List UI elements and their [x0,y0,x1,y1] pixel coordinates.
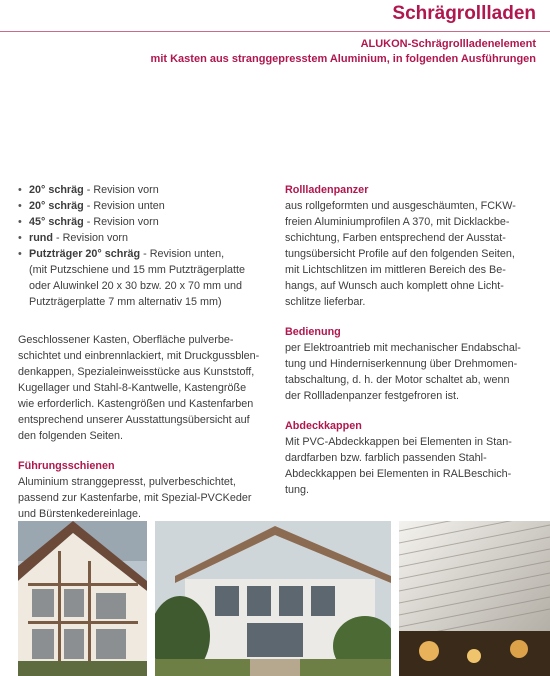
text-line: schichtung, Farben entsprechend der Ausstat- [285,232,506,244]
section-heading-abdeckkappen: Abdeckkappen [285,420,362,432]
text-line: den folgenden Seiten. [18,430,124,442]
subtitle-line-1: ALUKON-Schrägrollladenelement [360,38,536,50]
variant-list [18,182,270,310]
section-heading-bedienung: Bedienung [285,326,341,338]
text-line: tung und Hinderniserkennung über Drehmomen- [285,358,518,370]
text-line: Kugellager und Stahl-8-Kantwelle, Kastengröße [18,382,247,394]
bedienung-text [285,340,537,404]
housing-description [18,332,270,444]
section-heading-fuehrungsschienen: Führungsschienen [18,460,115,472]
text-line: denkappen, Spezialeinweisstücke aus Kunststoff, [18,366,255,378]
text-line: per Elektroantrieb mit mechanischer Endabschal- [285,342,521,354]
variant-detail: - Revision unten [83,200,165,212]
right-column [285,182,537,498]
text-line: Geschlossener Kasten, Oberfläche pulverbe- [18,334,234,346]
variant-name: 20° schräg [29,200,84,212]
text-line: aus rollgeformten und ausgeschäumten, FCKW- [285,200,516,212]
text-line: Mit PVC-Abdeckkappen bei Elementen in Stan- [285,436,512,448]
section-heading-rollladenpanzer: Rollladenpanzer [285,184,369,196]
text-line: tung. [285,484,310,496]
text-line: entsprechend unserer Ausstattungsübersicht auf [18,414,250,426]
variant-note-line: Putzträgerplatte 7 mm alternativ 15 mm) [29,296,222,308]
page-title: Schrägrollladen [392,3,536,24]
variant-detail: - Revision vorn [83,184,159,196]
fuehrungsschienen-text [18,474,270,522]
variant-detail: - Revision unten, [140,248,225,260]
title-divider [0,31,550,32]
variant-name: rund [29,232,53,244]
list-item [18,214,270,230]
text-line: passend zur Kastenfarbe, mit Spezial-PVCKeder [18,492,252,504]
photo-roller-shutter [399,521,550,676]
text-line: tungsübersicht Profile auf den folgenden Seiten, [285,248,515,260]
variant-note-line: (mit Putzschiene und 15 mm Putzträgerplatte [29,264,246,276]
abdeckkappen-text [285,434,537,498]
rollladenpanzer-text [285,198,537,310]
subtitle [151,37,536,67]
text-line: mit Lichtschlitzen im mittleren Bereich des Be- [285,264,506,276]
text-line: schichtet und einbrennlackiert, mit Druckgussblen- [18,350,260,362]
text-line: der Rollladenpanzer festgefroren ist. [285,390,460,402]
variant-name: 20° schräg [29,184,84,196]
list-item [18,246,270,310]
text-line: dardfarben bzw. farblich passenden Stahl- [285,452,487,464]
text-line: hangs, auf Wunsch auch komplett ohne Licht- [285,280,504,292]
variant-detail: - Revision vorn [53,232,129,244]
text-line: tabschaltung, d. h. der Motor schaltet ab, wenn [285,374,510,386]
variant-name: 45° schräg [29,216,84,228]
text-line: freien Aluminiumprofilen A 370, mit Dicklackbe- [285,216,510,228]
text-line: Aluminium stranggepresst, pulverbeschichtet, [18,476,236,488]
text-line: und Bürstenkedereinlage. [18,508,142,520]
text-line: wie erforderlich. Kastengrößen und Kastenfarben [18,398,254,410]
text-line: schlitze lieferbar. [285,296,366,308]
variant-detail: - Revision vorn [83,216,159,228]
list-item [18,198,270,214]
text-line: Abdeckkappen bei Elementen in RALBeschich- [285,468,512,480]
variant-name: Putzträger 20° schräg [29,248,141,260]
photo-house-gable [18,521,147,676]
photo-house-front [155,521,391,676]
variant-note-line: oder Aluwinkel 20 x 30 bzw. 20 x 70 mm und [29,280,243,292]
list-item [18,230,270,246]
left-column [18,182,270,522]
subtitle-line-2: mit Kasten aus stranggepresstem Aluminium, in folgenden Ausführungen [150,53,536,65]
list-item [18,182,270,198]
